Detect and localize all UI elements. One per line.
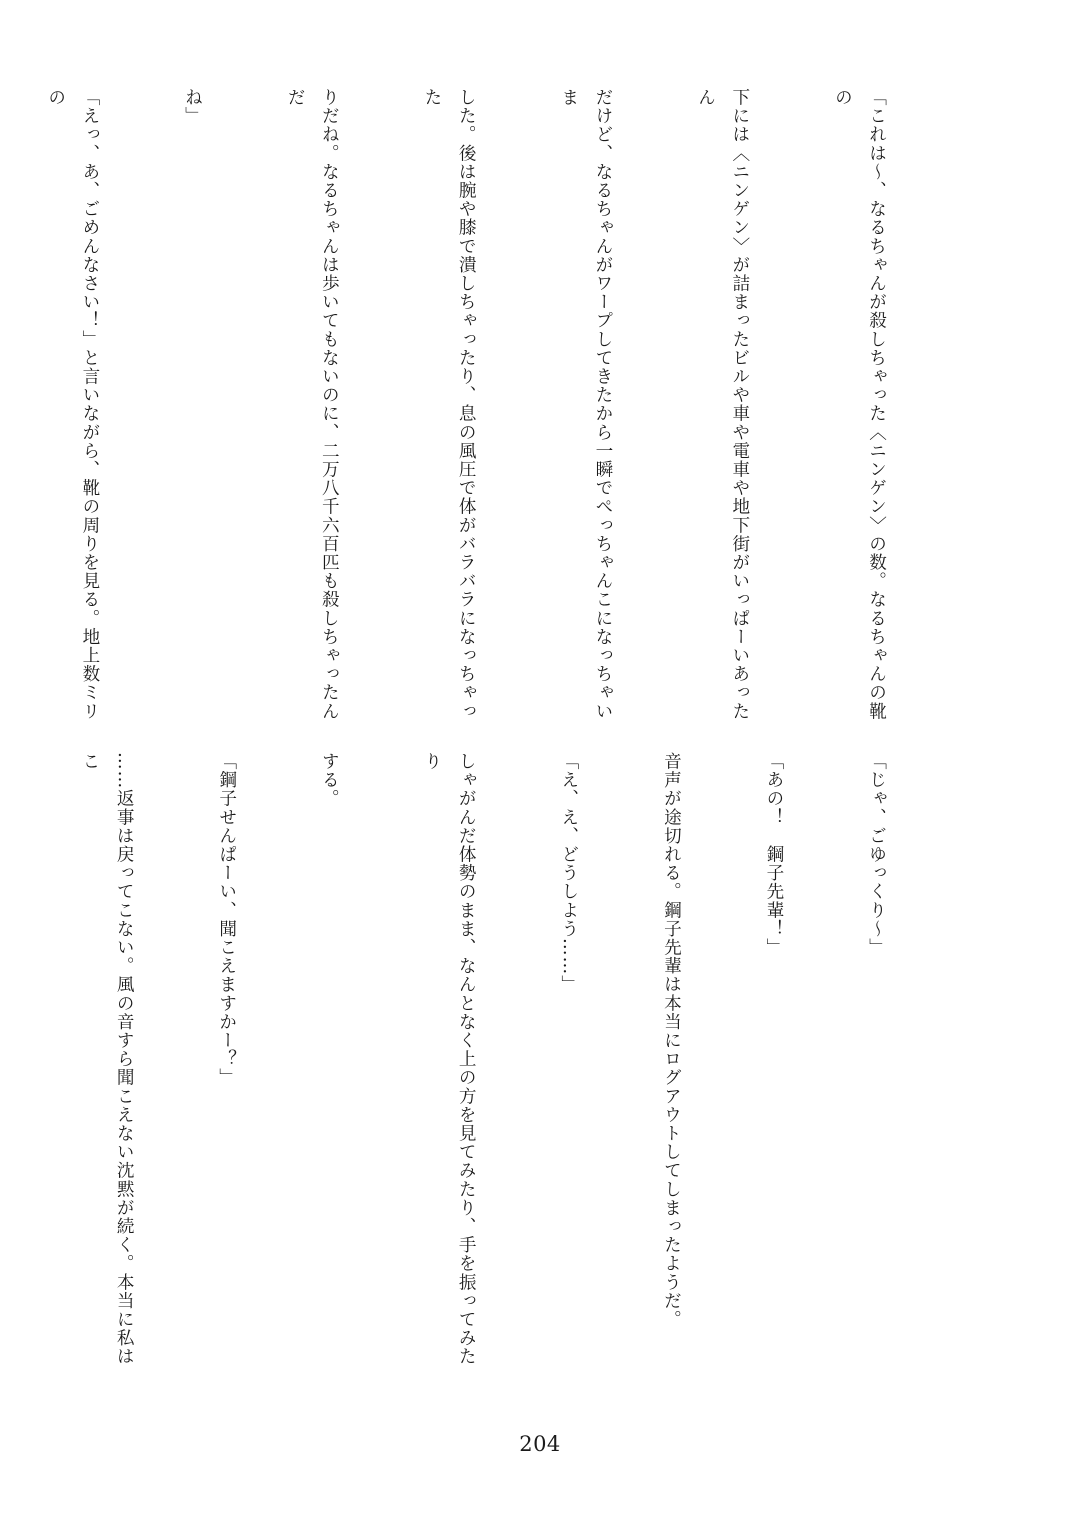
text-line: 「じゃ、ごゆっくり〜」 <box>866 752 887 957</box>
text-line: 「あの！ 鋼子先輩！」 <box>763 752 784 957</box>
text-line: ね」 <box>182 88 203 126</box>
lower-text-block <box>79 752 962 1378</box>
text-line: 下には〈ニンゲン〉が詰まったビルや車や電車や地下街がいっぱーいあったん <box>695 88 750 721</box>
upper-text-block <box>45 88 962 730</box>
text-line: しゃがんだ体勢のまま、なんとなく上の方を見てみたり、手を振ってみたり <box>421 752 477 1366</box>
text-line: する。 <box>319 752 340 808</box>
text-line: 「えっ、あ、ごめんなさい！」と言いながら、靴の周りを見る。地上数ミリの <box>45 88 100 721</box>
page-number: 204 <box>519 1432 561 1456</box>
text-line: りだね。なるちゃんは歩いてもないのに、二万八千六百匹も殺しちゃったんだ <box>285 88 340 721</box>
text-line: 「え、え、どうしよう……」 <box>558 752 579 994</box>
text-line: ……返事は戻ってこない。風の音すら聞こえない沈黙が続く。本当に私はこ <box>79 752 135 1366</box>
text-line: 「これは〜、なるちゃんが殺しちゃった〈ニンゲン〉の数。なるちゃんの靴の <box>832 88 887 721</box>
text-line: だけど、なるちゃんがワープしてきたから一瞬でぺっちゃんこになっちゃいま <box>558 88 613 721</box>
text-line: 「鋼子せんぱーい、聞こえますかー？」 <box>216 752 237 1087</box>
text-line: した。後は腕や膝で潰しちゃったり、息の風圧で体がバラバラになっちゃった <box>421 88 477 721</box>
text-line <box>0 752 4 1378</box>
text-line: 音声が途切れる。鋼子先輩は本当にログアウトしてしまったようだ。 <box>661 752 682 1329</box>
